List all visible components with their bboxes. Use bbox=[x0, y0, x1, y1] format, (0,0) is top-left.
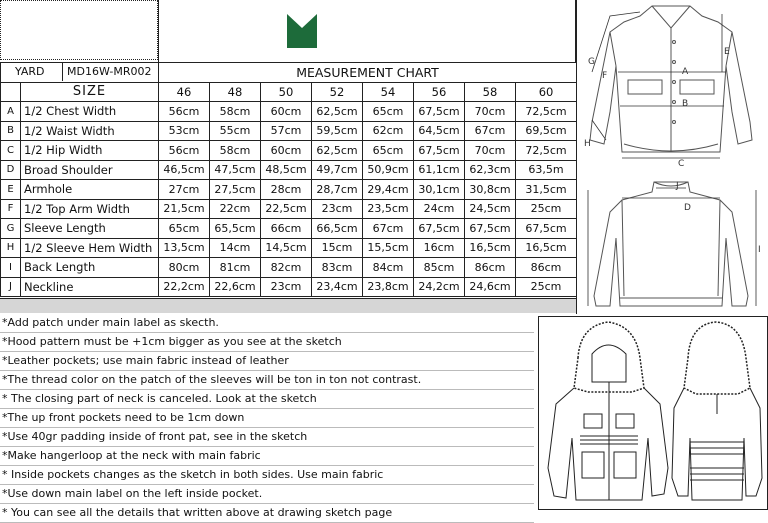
measurement-value: 14,5cm bbox=[261, 238, 312, 258]
row-label: Sleeve Length bbox=[21, 219, 159, 239]
measurement-row bbox=[1, 141, 577, 161]
measurement-value: 21,5cm bbox=[159, 199, 210, 219]
measurement-value: 65cm bbox=[159, 219, 210, 239]
row-label: 1/2 Hip Width bbox=[21, 141, 159, 161]
size-header: 46 bbox=[159, 82, 210, 102]
front-sketch-label: C bbox=[678, 159, 685, 169]
note-item: *The thread color on the patch of the sleeves will be ton in ton not contrast. bbox=[0, 371, 534, 390]
measurement-value: 62,5cm bbox=[312, 102, 363, 122]
measurement-value: 62,5cm bbox=[312, 141, 363, 161]
measurement-value: 82cm bbox=[261, 258, 312, 278]
measurement-value: 22,2cm bbox=[159, 277, 210, 297]
measurement-value: 86cm bbox=[516, 258, 577, 278]
measurement-value: 55cm bbox=[210, 121, 261, 141]
measurement-value: 80cm bbox=[159, 258, 210, 278]
yard-label: YARD bbox=[1, 63, 63, 81]
size-header: 48 bbox=[210, 82, 261, 102]
measurement-value: 46,5cm bbox=[159, 160, 210, 180]
measurement-value: 67cm bbox=[465, 121, 516, 141]
header-row bbox=[1, 63, 577, 83]
row-label: Neckline bbox=[21, 277, 159, 297]
measurement-value: 72,5cm bbox=[516, 141, 577, 161]
measurement-value: 25cm bbox=[516, 199, 577, 219]
measurement-value: 67cm bbox=[363, 219, 414, 239]
hooded-jacket-sketch bbox=[540, 318, 766, 508]
measurement-value: 67,5cm bbox=[414, 219, 465, 239]
measurement-value: 67,5cm bbox=[414, 102, 465, 122]
measurement-value: 22,6cm bbox=[210, 277, 261, 297]
note-item: *Leather pockets; use main fabric instead of leather bbox=[0, 352, 534, 371]
measurement-row bbox=[1, 121, 577, 141]
row-letter: J bbox=[1, 277, 21, 297]
measurement-value: 65,5cm bbox=[210, 219, 261, 239]
measurement-value: 58cm bbox=[210, 141, 261, 161]
model-code: MD16W-MR002 bbox=[67, 65, 152, 79]
measurement-value: 86cm bbox=[465, 258, 516, 278]
measurement-value: 23,4cm bbox=[312, 277, 363, 297]
measurement-value: 66cm bbox=[261, 219, 312, 239]
measurement-value: 64,5cm bbox=[414, 121, 465, 141]
measurement-value: 59,5cm bbox=[312, 121, 363, 141]
measurement-value: 31,5cm bbox=[516, 180, 577, 200]
measurement-row bbox=[1, 238, 577, 258]
measurement-value: 16,5cm bbox=[465, 238, 516, 258]
measurement-value: 15,5cm bbox=[363, 238, 414, 258]
row-label: Armhole bbox=[21, 180, 159, 200]
size-header: 50 bbox=[261, 82, 312, 102]
top-left-box bbox=[0, 0, 158, 60]
measurement-value: 81cm bbox=[210, 258, 261, 278]
front-sketch-label: H bbox=[584, 139, 591, 149]
row-label: 1/2 Top Arm Width bbox=[21, 199, 159, 219]
size-header: 60 bbox=[516, 82, 577, 102]
measurement-value: 66,5cm bbox=[312, 219, 363, 239]
row-letter: E bbox=[1, 180, 21, 200]
measurement-value: 53cm bbox=[159, 121, 210, 141]
measurement-value: 23,5cm bbox=[363, 199, 414, 219]
note-item: *Use down main label on the left inside pocket. bbox=[0, 485, 534, 504]
measurement-row bbox=[1, 219, 577, 239]
measurement-row bbox=[1, 160, 577, 180]
chart-title: MEASUREMENT CHART bbox=[159, 63, 577, 83]
note-item: *The up front pockets need to be 1cm down bbox=[0, 409, 534, 428]
measurement-row bbox=[1, 102, 577, 122]
measurement-value: 50,9cm bbox=[363, 160, 414, 180]
measurement-value: 30,1cm bbox=[414, 180, 465, 200]
measurement-table bbox=[0, 62, 577, 297]
measurement-value: 14cm bbox=[210, 238, 261, 258]
row-letter: I bbox=[1, 258, 21, 278]
measurement-value: 28cm bbox=[261, 180, 312, 200]
note-item: *Add patch under main label as skecth. bbox=[0, 314, 534, 333]
measurement-value: 56cm bbox=[159, 141, 210, 161]
measurement-value: 22,5cm bbox=[261, 199, 312, 219]
size-header: 54 bbox=[363, 82, 414, 102]
measurement-value: 28,7cm bbox=[312, 180, 363, 200]
back-sketch-label: J bbox=[676, 181, 679, 191]
measurement-value: 67,5cm bbox=[414, 141, 465, 161]
row-label: Broad Shoulder bbox=[21, 160, 159, 180]
row-label: 1/2 Waist Width bbox=[21, 121, 159, 141]
back-sketch-label: I bbox=[758, 245, 761, 255]
measurement-value: 24,5cm bbox=[465, 199, 516, 219]
measurement-value: 67,5cm bbox=[516, 219, 577, 239]
size-header: 52 bbox=[312, 82, 363, 102]
measurement-value: 15cm bbox=[312, 238, 363, 258]
row-label: Back Length bbox=[21, 258, 159, 278]
measurement-value: 84cm bbox=[363, 258, 414, 278]
measurement-value: 69,5cm bbox=[516, 121, 577, 141]
measurement-row bbox=[1, 180, 577, 200]
measurement-value: 63,5m bbox=[516, 160, 577, 180]
measurement-value: 65cm bbox=[363, 141, 414, 161]
note-item: * Inside pockets changes as the sketch in both sides. Use main fabric bbox=[0, 466, 534, 485]
row-letter: C bbox=[1, 141, 21, 161]
measurement-row bbox=[1, 258, 577, 278]
measurement-value: 25cm bbox=[516, 277, 577, 297]
front-sketch-label: F bbox=[602, 71, 608, 81]
row-letter: B bbox=[1, 121, 21, 141]
front-sketch-label: G bbox=[588, 57, 595, 67]
row-letter: D bbox=[1, 160, 21, 180]
measurement-value: 27,5cm bbox=[210, 180, 261, 200]
measurement-value: 67,5cm bbox=[465, 219, 516, 239]
front-sketch-label: B bbox=[682, 99, 689, 109]
measurement-row bbox=[1, 277, 577, 297]
note-item: * You can see all the details that written above at drawing sketch page bbox=[0, 504, 534, 523]
size-row bbox=[1, 82, 577, 102]
size-header: 56 bbox=[414, 82, 465, 102]
measurement-value: 62,3cm bbox=[465, 160, 516, 180]
measurement-value: 23cm bbox=[312, 199, 363, 219]
front-jacket-sketch bbox=[580, 2, 766, 174]
measurement-value: 22cm bbox=[210, 199, 261, 219]
measurement-value: 16,5cm bbox=[516, 238, 577, 258]
measurement-value: 49,7cm bbox=[312, 160, 363, 180]
measurement-value: 58cm bbox=[210, 102, 261, 122]
size-header: 58 bbox=[465, 82, 516, 102]
measurement-value: 70cm bbox=[465, 141, 516, 161]
note-item: *Use 40gr padding inside of front pat, see in the sketch bbox=[0, 428, 534, 447]
measurement-value: 23cm bbox=[261, 277, 312, 297]
measurement-value: 29,4cm bbox=[363, 180, 414, 200]
measurement-value: 24cm bbox=[414, 199, 465, 219]
measurement-value: 61,1cm bbox=[414, 160, 465, 180]
top-center-box bbox=[158, 0, 576, 62]
row-letter: H bbox=[1, 238, 21, 258]
measurement-value: 65cm bbox=[363, 102, 414, 122]
front-sketch-label: A bbox=[682, 67, 689, 77]
measurement-value: 62cm bbox=[363, 121, 414, 141]
measurement-value: 47,5cm bbox=[210, 160, 261, 180]
row-letter: F bbox=[1, 199, 21, 219]
measurement-value: 48,5cm bbox=[261, 160, 312, 180]
measurement-value: 13,5cm bbox=[159, 238, 210, 258]
note-item: *Make hangerloop at the neck with main fabric bbox=[0, 447, 534, 466]
note-item: * The closing part of neck is canceled. Look at the sketch bbox=[0, 390, 534, 409]
row-label: 1/2 Sleeve Hem Width bbox=[21, 238, 159, 258]
measurement-value: 24,2cm bbox=[414, 277, 465, 297]
row-letter: A bbox=[1, 102, 21, 122]
measurement-value: 23,8cm bbox=[363, 277, 414, 297]
measurement-value: 24,6cm bbox=[465, 277, 516, 297]
measurement-value: 60cm bbox=[261, 102, 312, 122]
row-label: 1/2 Chest Width bbox=[21, 102, 159, 122]
separator-strip bbox=[0, 298, 576, 313]
measurement-value: 57cm bbox=[261, 121, 312, 141]
measurement-value: 60cm bbox=[261, 141, 312, 161]
row-letter: G bbox=[1, 219, 21, 239]
measurement-value: 85cm bbox=[414, 258, 465, 278]
back-sketch-label: D bbox=[684, 203, 691, 213]
notes-list bbox=[0, 314, 534, 523]
measurement-value: 30,8cm bbox=[465, 180, 516, 200]
measurement-value: 16cm bbox=[414, 238, 465, 258]
measurement-value: 70cm bbox=[465, 102, 516, 122]
brand-logo bbox=[287, 14, 317, 52]
measurement-value: 83cm bbox=[312, 258, 363, 278]
measurement-value: 56cm bbox=[159, 102, 210, 122]
measurement-value: 72,5cm bbox=[516, 102, 577, 122]
size-label: SIZE bbox=[21, 82, 159, 102]
front-sketch-label: E bbox=[724, 47, 730, 57]
note-item: *Hood pattern must be +1cm bigger as you see at the sketch bbox=[0, 333, 534, 352]
measurement-row bbox=[1, 199, 577, 219]
measurement-value: 27cm bbox=[159, 180, 210, 200]
back-jacket-sketch bbox=[580, 178, 766, 312]
